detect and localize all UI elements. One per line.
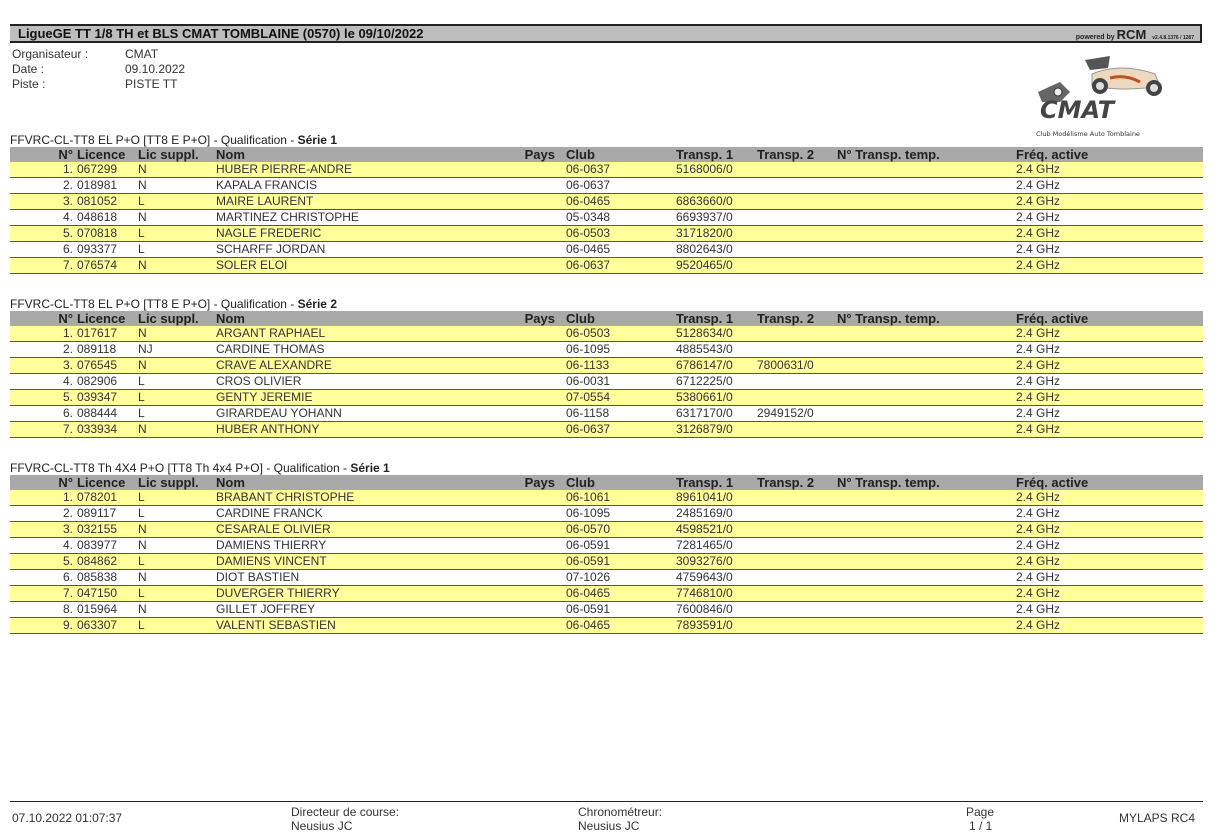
cell-club: 06-0591 — [566, 602, 611, 616]
meta-label: Piste : — [12, 77, 46, 91]
cell-position: 8. — [62, 602, 73, 616]
cell-transponder-1: 8802643/0 — [676, 242, 733, 256]
cell-licence: 082906 — [77, 374, 118, 388]
event-meta — [12, 47, 186, 92]
cell-frequency: 2.4 GHz — [1016, 210, 1061, 224]
cell-club: 06-1133 — [566, 358, 610, 372]
cell-lic-suppl: N — [138, 538, 147, 552]
column-header-name: Nom — [216, 311, 245, 326]
cell-lic-suppl: N — [138, 422, 147, 436]
cell-transponder-1: 5128634/0 — [676, 326, 733, 340]
cell-licence: 085838 — [77, 570, 118, 584]
cell-transponder-2: 7800631/0 — [757, 358, 814, 372]
cell-name: DAMIENS VINCENT — [216, 554, 327, 568]
column-header-lic-suppl: Lic suppl. — [138, 147, 199, 162]
cell-position: 4. — [62, 374, 73, 388]
cell-licence: 018981 — [77, 178, 118, 192]
section-title — [10, 298, 1203, 311]
cell-transponder-1: 7893591/0 — [676, 618, 733, 632]
cell-transponder-1: 5380661/0 — [676, 390, 733, 404]
cell-frequency: 2.4 GHz — [1016, 178, 1061, 192]
section-title — [10, 462, 1203, 475]
cell-transponder-1: 6712225/0 — [676, 374, 733, 388]
table-row — [10, 490, 1203, 506]
cell-club: 06-0465 — [566, 586, 611, 600]
column-header-club: Club — [566, 147, 595, 162]
meta-organizer — [12, 47, 159, 62]
cell-licence: 047150 — [77, 586, 118, 600]
cell-frequency: 2.4 GHz — [1016, 554, 1061, 568]
cell-position: 3. — [62, 358, 73, 372]
cell-club: 06-0503 — [566, 326, 611, 340]
table-row — [10, 602, 1203, 618]
cell-club: 06-0637 — [566, 178, 611, 192]
column-header-transponder-2: Transp. 2 — [757, 311, 815, 326]
cell-licence: 067299 — [77, 162, 118, 176]
cell-position: 2. — [62, 178, 73, 192]
cell-position: 6. — [62, 242, 73, 256]
cell-licence: 032155 — [77, 522, 118, 536]
cell-name: ARGANT RAPHAEL — [216, 326, 326, 340]
cell-frequency: 2.4 GHz — [1016, 326, 1061, 340]
column-header-licence: Licence — [77, 311, 126, 326]
cell-position: 6. — [62, 406, 73, 420]
cell-frequency: 2.4 GHz — [1016, 258, 1061, 272]
cell-position: 5. — [62, 226, 73, 240]
column-header-country: Pays — [524, 475, 555, 490]
table-row — [10, 422, 1203, 438]
cell-frequency: 2.4 GHz — [1016, 422, 1061, 436]
title-bar — [10, 24, 1202, 43]
cell-licence: 088444 — [77, 406, 118, 420]
cell-transponder-1: 4759643/0 — [676, 570, 733, 584]
cell-frequency: 2.4 GHz — [1016, 194, 1061, 208]
table-row — [10, 506, 1203, 522]
table-header — [10, 147, 1203, 162]
cell-name: VALENTI SEBASTIEN — [216, 618, 336, 632]
cell-position: 2. — [62, 342, 73, 356]
table-row — [10, 618, 1203, 634]
heat-section — [10, 298, 1203, 438]
cell-lic-suppl: L — [138, 374, 145, 388]
column-header-position: N° — [58, 311, 73, 326]
cell-licence: 083977 — [77, 538, 118, 552]
cell-club: 07-0554 — [566, 390, 611, 404]
table-row — [10, 538, 1203, 554]
table-row — [10, 194, 1203, 210]
meta-label: Organisateur : — [12, 47, 89, 61]
cell-name: SOLER ELOI — [216, 258, 288, 272]
column-header-transponder-1: Transp. 1 — [676, 147, 734, 162]
cell-transponder-1: 2485169/0 — [676, 506, 733, 520]
cell-licence: 070818 — [77, 226, 118, 240]
meta-value: 09.10.2022 — [125, 62, 186, 76]
cell-licence: 076574 — [77, 258, 118, 272]
cell-lic-suppl: L — [138, 586, 145, 600]
cell-name: CROS OLIVIER — [216, 374, 302, 388]
cell-club: 06-0570 — [566, 522, 611, 536]
cell-transponder-1: 3093276/0 — [676, 554, 733, 568]
cell-frequency: 2.4 GHz — [1016, 618, 1061, 632]
cell-position: 2. — [62, 506, 73, 520]
meta-label: Date : — [12, 62, 45, 76]
cell-lic-suppl: N — [138, 522, 147, 536]
cell-name: GILLET JOFFREY — [216, 602, 316, 616]
brand: RCM — [1116, 27, 1147, 42]
section-title-text: FFVRC-CL-TT8 EL P+O [TT8 E P+O] - Qualification - — [10, 297, 298, 311]
version: v2.4.8.1376 / 1287 — [1152, 35, 1194, 41]
cell-transponder-1: 4885543/0 — [676, 342, 733, 356]
cell-frequency: 2.4 GHz — [1016, 538, 1061, 552]
column-header-licence: Licence — [77, 147, 126, 162]
cell-club: 06-1095 — [566, 506, 611, 520]
cell-licence: 081052 — [77, 194, 118, 208]
meta-date — [12, 62, 186, 77]
meta-value: CMAT — [125, 47, 159, 61]
cell-name: GENTY JEREMIE — [216, 390, 313, 404]
cell-transponder-2: 2949152/0 — [757, 406, 814, 420]
cell-club: 06-0637 — [566, 162, 611, 176]
cell-lic-suppl: L — [138, 406, 145, 420]
column-header-name: Nom — [216, 475, 245, 490]
cell-lic-suppl: NJ — [138, 342, 153, 356]
cell-licence: 039347 — [77, 390, 118, 404]
cell-position: 1. — [62, 326, 73, 340]
cell-lic-suppl: N — [138, 210, 147, 224]
cell-frequency: 2.4 GHz — [1016, 570, 1061, 584]
printed-timestamp: 07.10.2022 01:07:37 — [12, 811, 123, 825]
column-header-club: Club — [566, 475, 595, 490]
cell-name: HUBER PIERRE-ANDRE — [216, 162, 353, 176]
cell-club: 06-1095 — [566, 342, 611, 356]
column-header-transponder-1: Transp. 1 — [676, 475, 734, 490]
cell-name: HUBER ANTHONY — [216, 422, 320, 436]
logo-subtitle: Club Modélisme Auto Tomblaine — [1036, 130, 1140, 138]
cell-frequency: 2.4 GHz — [1016, 522, 1061, 536]
cell-transponder-1: 9520465/0 — [676, 258, 733, 272]
cell-name: BRABANT CHRISTOPHE — [216, 490, 355, 504]
cell-licence: 063307 — [77, 618, 118, 632]
table-row — [10, 586, 1203, 602]
cell-transponder-1: 6693937/0 — [676, 210, 733, 224]
page-number: 1 / 1 — [969, 819, 993, 833]
table-row — [10, 162, 1203, 178]
column-header-transponder-2: Transp. 2 — [757, 147, 815, 162]
director-name: Neusius JC — [291, 819, 353, 833]
table-row — [10, 326, 1203, 342]
table-row — [10, 342, 1203, 358]
table-header — [10, 311, 1203, 326]
cell-frequency: 2.4 GHz — [1016, 342, 1061, 356]
column-header-country: Pays — [524, 311, 555, 326]
cell-licence: 076545 — [77, 358, 118, 372]
column-header-club: Club — [566, 311, 595, 326]
cell-transponder-1: 7746810/0 — [676, 586, 733, 600]
cell-frequency: 2.4 GHz — [1016, 586, 1061, 600]
cell-position: 5. — [62, 390, 73, 404]
cell-lic-suppl: N — [138, 358, 147, 372]
cell-frequency: 2.4 GHz — [1016, 358, 1061, 372]
cell-transponder-1: 3171820/0 — [676, 226, 733, 240]
cell-frequency: 2.4 GHz — [1016, 242, 1061, 256]
table-row — [10, 374, 1203, 390]
cell-position: 1. — [62, 162, 73, 176]
cell-transponder-1: 6786147/0 — [676, 358, 733, 372]
cell-club: 07-1026 — [566, 570, 611, 584]
cell-licence: 089118 — [77, 342, 117, 356]
column-header-lic-suppl: Lic suppl. — [138, 311, 199, 326]
cell-name: CRAVE ALEXANDRE — [216, 358, 332, 372]
cell-lic-suppl: L — [138, 194, 145, 208]
cell-frequency: 2.4 GHz — [1016, 490, 1061, 504]
cell-transponder-1: 5168006/0 — [676, 162, 733, 176]
cell-frequency: 2.4 GHz — [1016, 406, 1061, 420]
cell-position: 5. — [62, 554, 73, 568]
cell-licence: 084862 — [77, 554, 118, 568]
footer-divider — [10, 801, 1203, 802]
timer-label: Chronométreur: — [578, 805, 663, 819]
column-header-licence: Licence — [77, 475, 126, 490]
cell-club: 06-0591 — [566, 538, 611, 552]
page-title: LigueGE TT 1/8 TH et BLS CMAT TOMBLAINE (0570) le 09/10/2022 — [18, 26, 424, 41]
cell-club: 06-0465 — [566, 618, 611, 632]
section-serie: Série 2 — [297, 297, 337, 311]
cell-name: DUVERGER THIERRY — [216, 586, 340, 600]
system-name: MYLAPS RC4 — [1119, 811, 1196, 825]
cell-name: DIOT BASTIEN — [216, 570, 300, 584]
cell-club: 05-0348 — [566, 210, 611, 224]
table-row — [10, 226, 1203, 242]
cell-name: DAMIENS THIERRY — [216, 538, 327, 552]
column-header-transponder-2: Transp. 2 — [757, 475, 815, 490]
cell-name: CESARALE OLIVIER — [216, 522, 331, 536]
cell-licence: 015964 — [77, 602, 118, 616]
meta-track — [12, 77, 178, 92]
cell-transponder-1: 7281465/0 — [676, 538, 733, 552]
cell-transponder-1: 8961041/0 — [676, 490, 733, 504]
page-label: Page — [966, 805, 995, 819]
powered-by-label: powered by — [1075, 34, 1115, 41]
cell-licence: 089117 — [77, 506, 117, 520]
cell-licence: 017617 — [77, 326, 118, 340]
cell-lic-suppl: L — [138, 390, 145, 404]
column-header-lic-suppl: Lic suppl. — [138, 475, 199, 490]
cell-lic-suppl: N — [138, 258, 147, 272]
cell-frequency: 2.4 GHz — [1016, 602, 1061, 616]
cell-lic-suppl: N — [138, 326, 147, 340]
table-header — [10, 475, 1203, 490]
cell-name: GIRARDEAU YOHANN — [216, 406, 342, 420]
logo-text: CMAT — [1040, 96, 1115, 124]
column-header-temp-transponder: N° Transp. temp. — [837, 147, 940, 162]
cell-name: CARDINE THOMAS — [216, 342, 325, 356]
cell-position: 1. — [62, 490, 73, 504]
club-logo — [1030, 52, 1170, 138]
meta-value: PISTE TT — [125, 77, 178, 91]
cell-club: 06-1061 — [566, 490, 611, 504]
column-header-transponder-1: Transp. 1 — [676, 311, 734, 326]
cell-lic-suppl: L — [138, 618, 145, 632]
column-header-name: Nom — [216, 147, 245, 162]
column-header-country: Pays — [524, 147, 555, 162]
cell-position: 3. — [62, 194, 73, 208]
timer-name: Neusius JC — [578, 819, 640, 833]
section-serie: Série 1 — [297, 133, 337, 147]
cell-club: 06-0637 — [566, 422, 611, 436]
cell-lic-suppl: L — [138, 554, 145, 568]
cell-name: NAGLE FREDERIC — [216, 226, 322, 240]
section-title-text: FFVRC-CL-TT8 Th 4X4 P+O [TT8 Th 4x4 P+O] - Qualification - — [10, 461, 351, 475]
cell-licence: 078201 — [77, 490, 118, 504]
cell-lic-suppl: N — [138, 602, 147, 616]
section-title — [10, 134, 1203, 147]
table-row — [10, 258, 1203, 274]
cell-lic-suppl: L — [138, 506, 145, 520]
column-header-frequency: Fréq. active — [1016, 147, 1089, 162]
cell-position: 4. — [62, 538, 73, 552]
table-row — [10, 406, 1203, 422]
cell-position: 7. — [62, 586, 73, 600]
cell-frequency: 2.4 GHz — [1016, 374, 1061, 388]
cell-name: CARDINE FRANCK — [216, 506, 323, 520]
cell-frequency: 2.4 GHz — [1016, 162, 1061, 176]
cell-transponder-1: 4598521/0 — [676, 522, 733, 536]
cell-club: 06-0465 — [566, 194, 611, 208]
cell-transponder-1: 7600846/0 — [676, 602, 733, 616]
table-row — [10, 358, 1203, 374]
director-label: Directeur de course: — [291, 805, 400, 819]
cell-position: 7. — [62, 422, 73, 436]
cell-club: 06-0503 — [566, 226, 611, 240]
section-title-text: FFVRC-CL-TT8 EL P+O [TT8 E P+O] - Qualification - — [10, 133, 298, 147]
table-row — [10, 390, 1203, 406]
cell-transponder-1: 6317170/0 — [676, 406, 733, 420]
cell-licence: 033934 — [77, 422, 118, 436]
cell-position: 6. — [62, 570, 73, 584]
cell-position: 4. — [62, 210, 73, 224]
section-serie: Série 1 — [350, 461, 390, 475]
cell-club: 06-0465 — [566, 242, 611, 256]
column-header-position: N° — [58, 475, 73, 490]
cell-name: MAIRE LAURENT — [216, 194, 314, 208]
cell-club: 06-0591 — [566, 554, 611, 568]
cell-licence: 093377 — [77, 242, 118, 256]
powered-by — [1076, 26, 1194, 47]
cell-frequency: 2.4 GHz — [1016, 390, 1061, 404]
cell-position: 7. — [62, 258, 73, 272]
table-row — [10, 554, 1203, 570]
cell-frequency: 2.4 GHz — [1016, 506, 1061, 520]
cell-transponder-1: 3126879/0 — [676, 422, 733, 436]
cell-lic-suppl: N — [138, 570, 147, 584]
table-row — [10, 570, 1203, 586]
cell-lic-suppl: L — [138, 226, 145, 240]
heat-section — [10, 134, 1203, 274]
cell-lic-suppl: L — [138, 242, 145, 256]
cell-name: KAPALA FRANCIS — [216, 178, 318, 192]
cell-name: SCHARFF JORDAN — [216, 242, 326, 256]
cell-position: 9. — [62, 618, 73, 632]
cell-club: 06-0031 — [566, 374, 611, 388]
column-header-frequency: Fréq. active — [1016, 475, 1089, 490]
cell-club: 06-0637 — [566, 258, 611, 272]
cell-frequency: 2.4 GHz — [1016, 226, 1061, 240]
cell-transponder-1: 6863660/0 — [676, 194, 733, 208]
column-header-position: N° — [58, 147, 73, 162]
table-row — [10, 522, 1203, 538]
cell-club: 06-1158 — [566, 406, 610, 420]
cell-lic-suppl: N — [138, 178, 147, 192]
column-header-temp-transponder: N° Transp. temp. — [837, 475, 940, 490]
cell-lic-suppl: L — [138, 490, 145, 504]
cell-lic-suppl: N — [138, 162, 147, 176]
table-row — [10, 242, 1203, 258]
table-row — [10, 178, 1203, 194]
cell-licence: 048618 — [77, 210, 118, 224]
cell-position: 3. — [62, 522, 73, 536]
column-header-frequency: Fréq. active — [1016, 311, 1089, 326]
column-header-temp-transponder: N° Transp. temp. — [837, 311, 940, 326]
table-row — [10, 210, 1203, 226]
cell-name: MARTINEZ CHRISTOPHE — [216, 210, 359, 224]
heat-section — [10, 462, 1203, 634]
